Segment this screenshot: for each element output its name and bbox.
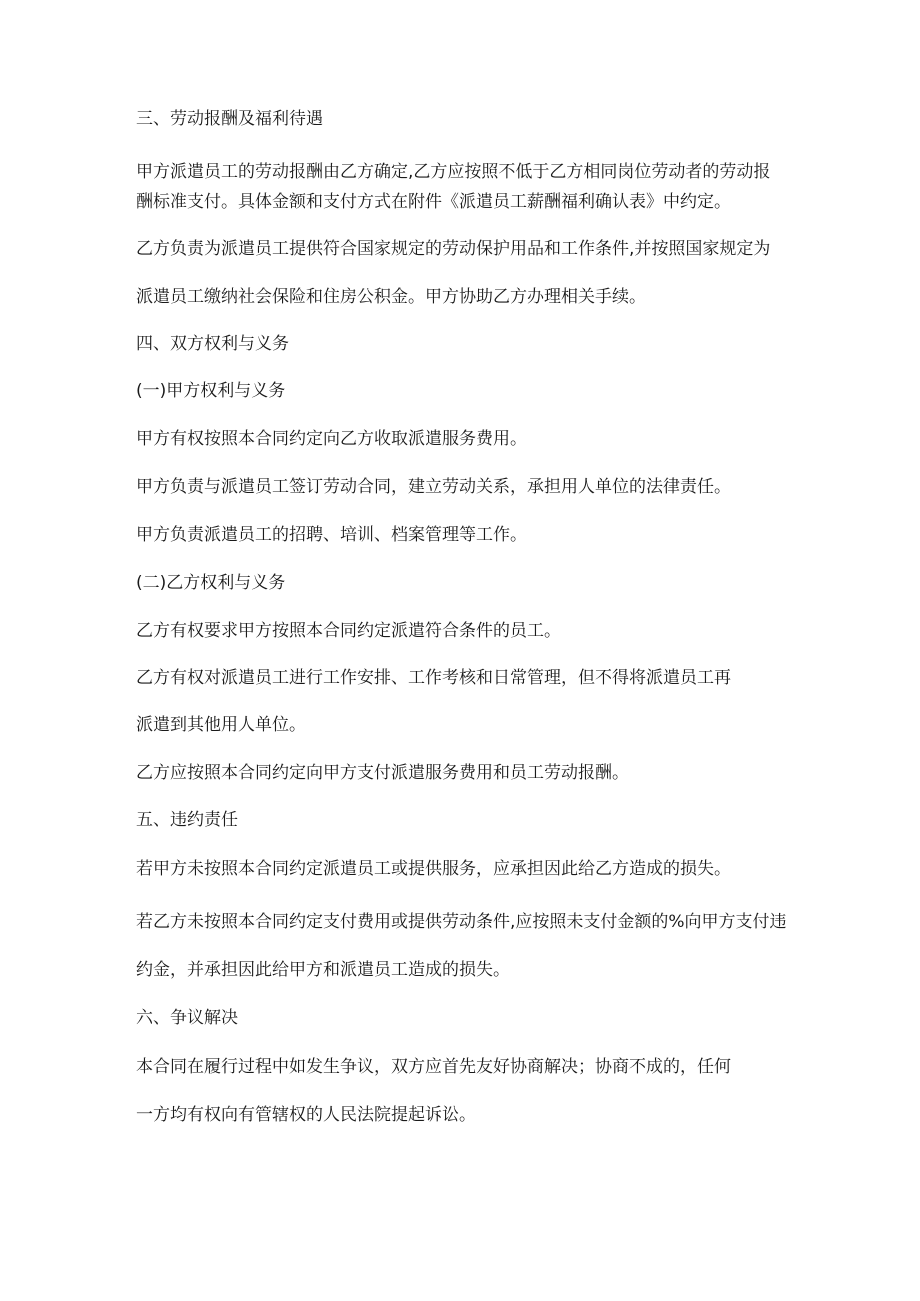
section-heading-remuneration: 三、劳动报酬及福利待遇 (136, 109, 323, 129)
paragraph-line: 乙方应按照本合同约定向甲方支付派遣服务费用和员工劳动报酬。 (136, 763, 629, 783)
paragraph-line: 约金，并承担因此给甲方和派遣员工造成的损失。 (136, 960, 510, 980)
section-heading-liability: 五、违约责任 (136, 810, 238, 830)
paragraph-line: 派遣到其他用人单位。 (136, 715, 306, 735)
paragraph-line: 甲方负责与派遣员工签订劳动合同，建立劳动关系，承担用人单位的法律责任。 (136, 477, 731, 497)
paragraph-line: 甲方有权按照本合同约定向乙方收取派遣服务费用。 (136, 429, 527, 449)
paragraph-line: 一方均有权向有管辖权的人民法院提起诉讼。 (136, 1105, 476, 1125)
subsection-heading-party-a: (一)甲方权利与义务 (136, 381, 286, 401)
paragraph-line: 若乙方未按照本合同约定支付费用或提供劳动条件,应按照未支付金额的%向甲方支付违 (136, 912, 787, 932)
paragraph-line: 派遣员工缴纳社会保险和住房公积金。甲方协助乙方办理相关手续。 (136, 287, 646, 307)
subsection-heading-party-b: (二)乙方权利与义务 (136, 573, 286, 593)
paragraph-line: 甲方负责派遣员工的招聘、培训、档案管理等工作。 (136, 525, 527, 545)
paragraph-line: 甲方派遣员工的劳动报酬由乙方确定,乙方应按照不低于乙方相同岗位劳动者的劳动报 (136, 162, 771, 182)
paragraph-line: 乙方有权要求甲方按照本合同约定派遣符合条件的员工。 (136, 621, 561, 641)
section-heading-dispute: 六、争议解决 (136, 1008, 238, 1028)
paragraph-line: 本合同在履行过程中如发生争议，双方应首先友好协商解决；协商不成的，任何 (136, 1057, 731, 1077)
paragraph-line: 酬标准支付。具体金额和支付方式在附件《派遣员工薪酬福利确认表》中约定。 (136, 192, 731, 212)
section-heading-rights: 四、双方权利与义务 (136, 334, 289, 354)
paragraph-line: 若甲方未按照本合同约定派遣员工或提供服务，应承担因此给乙方造成的损失。 (136, 859, 731, 879)
paragraph-line: 乙方有权对派遣员工进行工作安排、工作考核和日常管理，但不得将派遣员工再 (136, 668, 731, 688)
paragraph-line: 乙方负责为派遣员工提供符合国家规定的劳动保护用品和工作条件,并按照国家规定为 (136, 239, 771, 259)
